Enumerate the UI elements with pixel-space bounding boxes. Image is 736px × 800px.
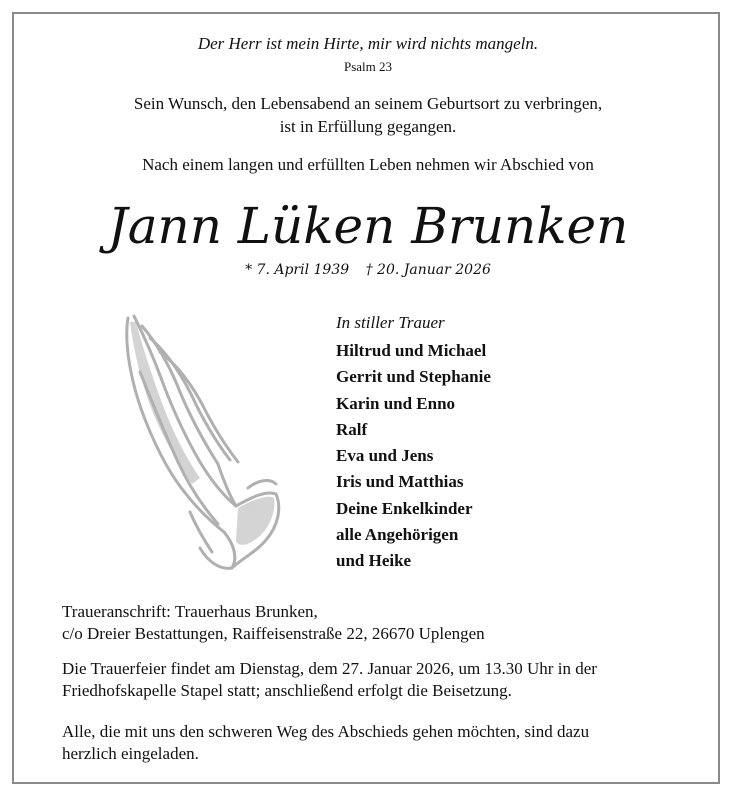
mourners-section xyxy=(336,313,676,575)
address-line: Traueranschrift: Trauerhaus Brunken, xyxy=(62,602,318,621)
invitation-line: herzlich eingeladen. xyxy=(62,744,199,763)
mourner-entry: Ralf xyxy=(336,419,368,439)
mourner-entry: alle Angehörigen xyxy=(336,525,459,545)
praying-hands-icon xyxy=(120,312,282,572)
service-line: Friedhofskapelle Stapel statt; anschließend erfolgt die Beisetzung. xyxy=(62,681,512,700)
wish-line: ist in Erfüllung gegangen. xyxy=(279,117,457,136)
mourner-entry: Hiltrud und Michael xyxy=(336,341,487,360)
farewell-line: Nach einem langen und erfüllten Leben nehmen wir Abschied von xyxy=(142,155,594,174)
life-dates xyxy=(0,262,736,278)
service-line: Die Trauerfeier findet am Dienstag, dem 27. Januar 2026, um 13.30 Uhr in der xyxy=(62,659,597,678)
funeral-service-info xyxy=(62,658,682,702)
mourners-list xyxy=(336,338,676,575)
wish-line: Sein Wunsch, den Lebensabend an seinem Geburtsort zu verbringen, xyxy=(133,94,603,113)
mourning-address xyxy=(62,601,682,645)
mourner-entry: Gerrit und Stephanie xyxy=(336,367,491,387)
mourner-entry: Eva und Jens xyxy=(336,446,434,466)
death-date: † 20. Januar 2026 xyxy=(365,262,491,278)
mourner-entry: und Heike xyxy=(336,551,412,571)
mourner-entry: Iris und Matthias xyxy=(336,472,464,492)
wish-text xyxy=(0,92,736,138)
birth-date: * 7. April 1939 xyxy=(245,262,350,278)
mourner-entry: Karin und Enno xyxy=(336,393,456,413)
mourner-entry: Deine Enkelkinder xyxy=(336,498,473,518)
motto: Der Herr ist mein Hirte, mir wird nichts mangeln. xyxy=(197,34,539,53)
mourners-heading: In stiller Trauer xyxy=(336,313,445,332)
address-line: c/o Dreier Bestattungen, Raiffeisenstraße 22, 26670 Uplengen xyxy=(62,624,485,643)
deceased-name: Jann Lüken Brunken xyxy=(107,197,629,255)
invitation-text xyxy=(62,721,682,765)
psalm-reference: Psalm 23 xyxy=(343,59,393,74)
invitation-line: Alle, die mit uns den schweren Weg des Abschieds gehen möchten, sind dazu xyxy=(62,722,590,741)
